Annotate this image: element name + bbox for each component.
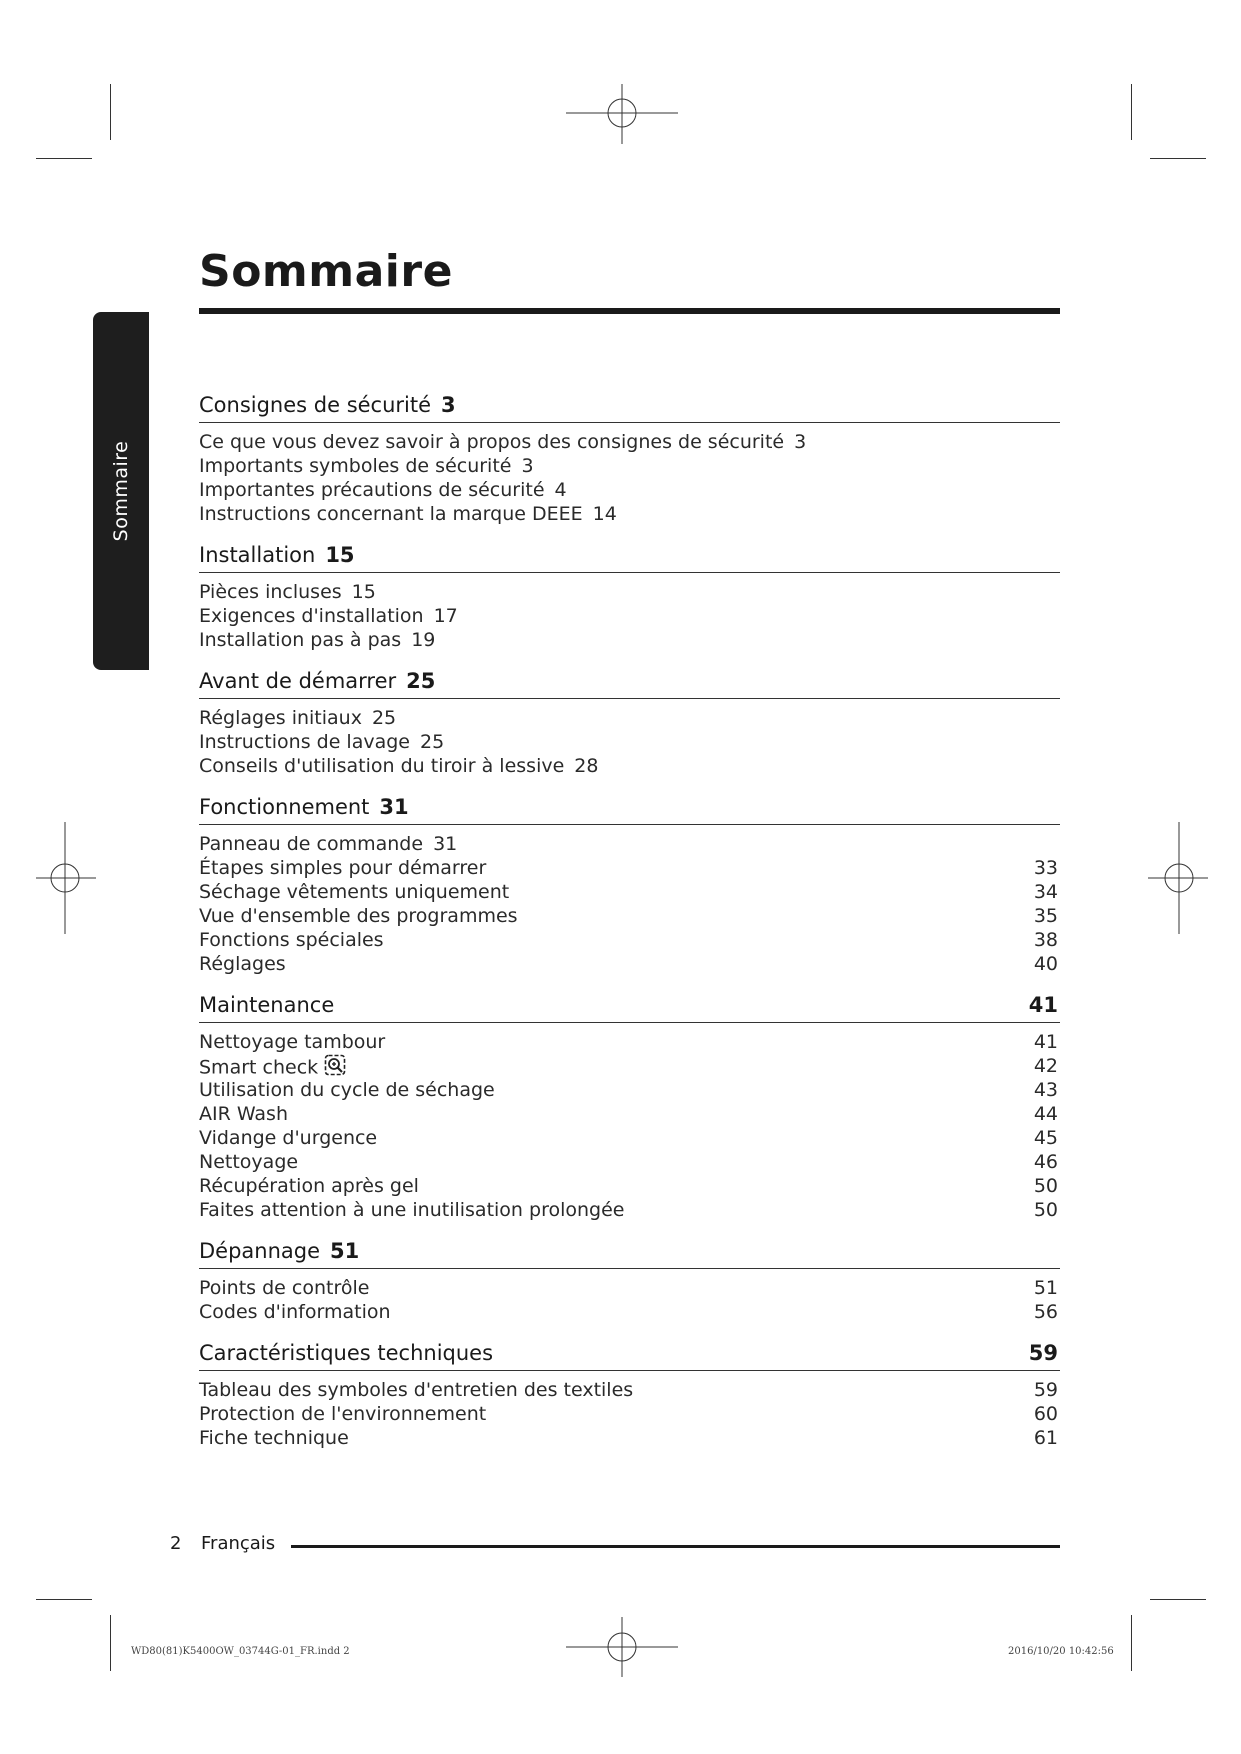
title-rule bbox=[199, 308, 1060, 314]
section-title: Consignes de sécurité bbox=[199, 393, 432, 417]
section-heading[interactable] bbox=[199, 1234, 1060, 1269]
toc-entry[interactable] bbox=[199, 1078, 1060, 1102]
toc-entry[interactable] bbox=[199, 952, 1060, 976]
entry-page-number: 14 bbox=[592, 503, 617, 525]
section-title: Fonctionnement bbox=[199, 795, 370, 819]
entry-page-number: 28 bbox=[574, 755, 599, 777]
entry-page-number: 50 bbox=[1033, 1199, 1058, 1221]
toc-entry[interactable] bbox=[199, 454, 1060, 478]
entry-page-number: 56 bbox=[1033, 1301, 1058, 1323]
page-title: Sommaire bbox=[199, 246, 453, 297]
registration-mark-left bbox=[36, 822, 96, 934]
entry-label: Panneau de commande bbox=[199, 833, 424, 855]
entry-label: Nettoyage tambour bbox=[199, 1031, 386, 1053]
slug-filename: WD80(81)K5400OW_03744G-01_FR.indd 2 bbox=[131, 1646, 350, 1657]
section-page-number: 41 bbox=[1028, 993, 1058, 1017]
toc-section bbox=[199, 388, 1060, 526]
toc-entry[interactable] bbox=[199, 1198, 1060, 1222]
entry-label: Instructions concernant la marque DEEE bbox=[199, 503, 583, 525]
entry-page-number: 43 bbox=[1033, 1079, 1058, 1101]
entry-label: Séchage vêtements uniquement bbox=[199, 881, 510, 903]
section-title: Dépannage bbox=[199, 1239, 321, 1263]
entry-page-number: 41 bbox=[1033, 1031, 1058, 1053]
section-title: Installation bbox=[199, 543, 316, 567]
toc-entry[interactable] bbox=[199, 880, 1060, 904]
section-page-number: 25 bbox=[406, 669, 436, 693]
footer-language: Français bbox=[201, 1533, 276, 1554]
toc-entry[interactable] bbox=[199, 730, 1060, 754]
section-heading[interactable] bbox=[199, 1336, 1060, 1371]
toc-entry[interactable] bbox=[199, 604, 1060, 628]
toc-entry[interactable] bbox=[199, 904, 1060, 928]
registration-mark-top bbox=[566, 84, 678, 144]
entry-page-number: 34 bbox=[1033, 881, 1058, 903]
toc-entry[interactable] bbox=[199, 1426, 1060, 1450]
entry-label: Étapes simples pour démarrer bbox=[199, 857, 487, 879]
entry-page-number: 25 bbox=[371, 707, 397, 729]
section-page-number: 15 bbox=[325, 543, 355, 567]
toc-entry[interactable] bbox=[199, 1150, 1060, 1174]
toc-entry[interactable] bbox=[199, 1174, 1060, 1198]
entry-page-number: 4 bbox=[554, 479, 567, 501]
footer-rule bbox=[291, 1545, 1060, 1548]
toc-entry[interactable] bbox=[199, 1402, 1060, 1426]
entry-label: Exigences d'installation bbox=[199, 605, 424, 627]
entry-label: Récupération après gel bbox=[199, 1175, 419, 1197]
entry-page-number: 45 bbox=[1033, 1127, 1058, 1149]
entry-label: Importants symboles de sécurité bbox=[199, 455, 512, 477]
section-title: Maintenance bbox=[199, 993, 335, 1017]
toc-entry[interactable] bbox=[199, 502, 1060, 526]
entry-page-number: 17 bbox=[433, 605, 458, 627]
section-heading[interactable] bbox=[199, 988, 1060, 1023]
registration-mark-right bbox=[1148, 822, 1208, 934]
entry-label: Faites attention à une inutilisation prolongée bbox=[199, 1199, 625, 1221]
toc-entry[interactable] bbox=[199, 1276, 1060, 1300]
entry-page-number: 44 bbox=[1033, 1103, 1058, 1125]
toc-entry[interactable] bbox=[199, 1378, 1060, 1402]
entry-label: Installation pas à pas bbox=[199, 629, 402, 651]
entry-label: Utilisation du cycle de séchage bbox=[199, 1079, 495, 1101]
toc-entry[interactable] bbox=[199, 1054, 1060, 1078]
entry-label: Pièces incluses bbox=[199, 581, 342, 603]
footer-page-number: 2 bbox=[170, 1533, 182, 1554]
section-heading[interactable] bbox=[199, 388, 1060, 423]
toc-section bbox=[199, 664, 1060, 778]
section-page-number: 59 bbox=[1028, 1341, 1058, 1365]
section-heading[interactable] bbox=[199, 790, 1060, 825]
toc-entry[interactable] bbox=[199, 832, 1060, 856]
entry-label: Codes d'information bbox=[199, 1301, 391, 1323]
entry-page-number: 25 bbox=[419, 731, 445, 753]
entry-page-number: 46 bbox=[1033, 1151, 1058, 1173]
entry-label: Vidange d'urgence bbox=[199, 1127, 378, 1149]
entry-page-number: 19 bbox=[411, 629, 436, 651]
entry-page-number: 3 bbox=[521, 455, 534, 477]
entry-label: Tableau des symboles d'entretien des textiles bbox=[199, 1379, 634, 1401]
entry-label: Nettoyage bbox=[199, 1151, 299, 1173]
entry-page-number: 15 bbox=[351, 581, 376, 603]
entry-page-number: 40 bbox=[1033, 953, 1058, 975]
entry-label: AIR Wash bbox=[199, 1103, 288, 1125]
toc-entry[interactable] bbox=[199, 430, 1060, 454]
entry-label: Réglages bbox=[199, 953, 286, 975]
slug-timestamp: 2016/10/20 10:42:56 bbox=[1008, 1646, 1114, 1657]
toc-entry[interactable] bbox=[199, 706, 1060, 730]
entry-label: Ce que vous devez savoir à propos des consignes de sécurité bbox=[199, 431, 785, 453]
toc-entry[interactable] bbox=[199, 628, 1060, 652]
toc-entry[interactable] bbox=[199, 1300, 1060, 1324]
side-tab bbox=[93, 312, 149, 670]
table-of-contents bbox=[199, 388, 1060, 1462]
entry-label: Conseils d'utilisation du tiroir à lessive bbox=[199, 755, 565, 777]
entry-page-number: 60 bbox=[1033, 1403, 1058, 1425]
entry-page-number: 3 bbox=[794, 431, 807, 453]
entry-label: Smart check bbox=[199, 1056, 319, 1079]
entry-label: Réglages initiaux bbox=[199, 707, 362, 729]
entry-page-number: 59 bbox=[1033, 1379, 1058, 1401]
entry-label: Fiche technique bbox=[199, 1427, 349, 1449]
entry-page-number: 31 bbox=[433, 833, 458, 855]
section-page-number: 3 bbox=[441, 393, 456, 417]
toc-entry[interactable] bbox=[199, 580, 1060, 604]
registration-mark-bottom bbox=[566, 1617, 678, 1677]
entry-page-number: 51 bbox=[1033, 1277, 1058, 1299]
toc-section bbox=[199, 538, 1060, 652]
toc-entry[interactable] bbox=[199, 478, 1060, 502]
section-page-number: 51 bbox=[330, 1239, 360, 1263]
toc-entry[interactable] bbox=[199, 1102, 1060, 1126]
entry-label: Vue d'ensemble des programmes bbox=[199, 905, 518, 927]
toc-section bbox=[199, 988, 1060, 1222]
section-page-number: 31 bbox=[379, 795, 409, 819]
toc-entry[interactable] bbox=[199, 1126, 1060, 1150]
section-heading[interactable] bbox=[199, 664, 1060, 699]
entry-label: Instructions de lavage bbox=[199, 731, 410, 753]
side-tab-label: Sommaire bbox=[110, 440, 132, 542]
entry-label: Points de contrôle bbox=[199, 1277, 370, 1299]
entry-page-number: 42 bbox=[1033, 1055, 1058, 1077]
entry-label: Fonctions spéciales bbox=[199, 929, 384, 951]
entry-page-number: 38 bbox=[1033, 929, 1058, 951]
toc-entry[interactable] bbox=[199, 1030, 1060, 1054]
entry-page-number: 61 bbox=[1033, 1427, 1058, 1449]
entry-label: Protection de l'environnement bbox=[199, 1403, 487, 1425]
toc-section bbox=[199, 790, 1060, 976]
toc-section bbox=[199, 1234, 1060, 1324]
entry-page-number: 50 bbox=[1033, 1175, 1058, 1197]
section-title: Caractéristiques techniques bbox=[199, 1341, 494, 1365]
toc-entry[interactable] bbox=[199, 754, 1060, 778]
toc-entry[interactable] bbox=[199, 856, 1060, 880]
entry-label: Importantes précautions de sécurité bbox=[199, 479, 545, 501]
toc-section bbox=[199, 1336, 1060, 1450]
entry-page-number: 35 bbox=[1033, 905, 1058, 927]
toc-entry[interactable] bbox=[199, 928, 1060, 952]
section-heading[interactable] bbox=[199, 538, 1060, 573]
entry-page-number: 33 bbox=[1033, 857, 1058, 879]
section-title: Avant de démarrer bbox=[199, 669, 397, 693]
